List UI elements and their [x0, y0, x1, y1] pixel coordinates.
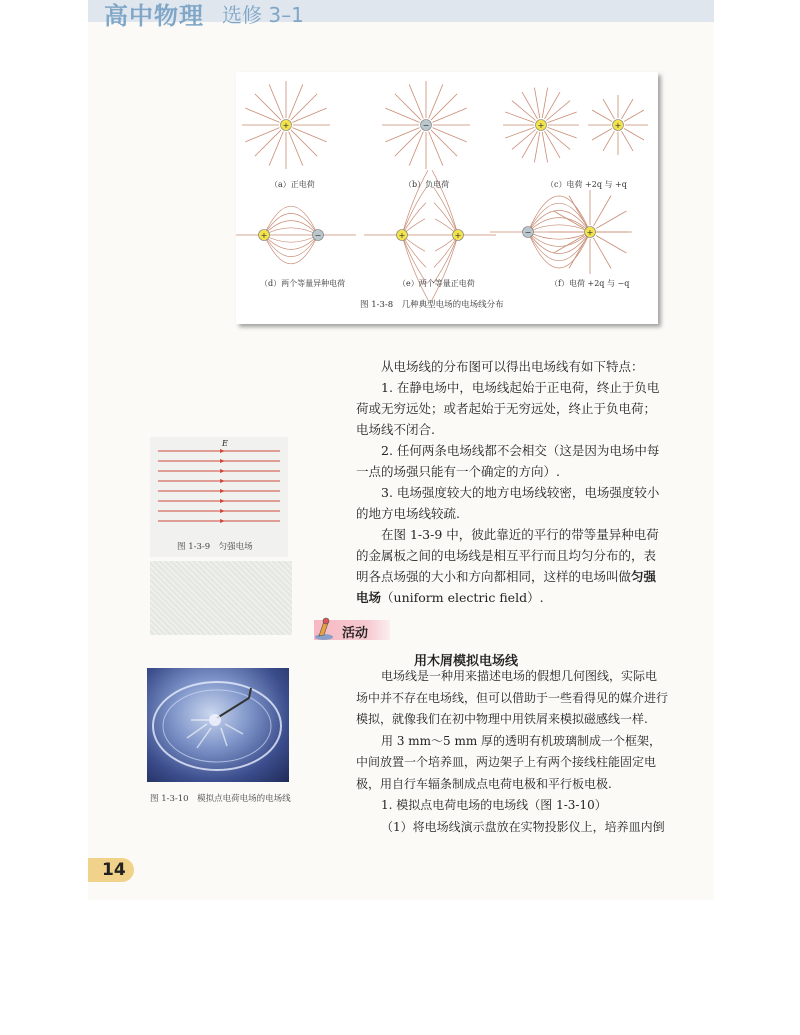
diagram-c1-line	[534, 132, 539, 163]
caption-e: （e）两个等量正电荷	[398, 279, 475, 288]
property-2: 2. 任何两条电场线都不会相交（这是因为电场中每一点的场强只能有一个确定的方向）.	[356, 443, 660, 479]
diagram-a-line	[289, 131, 303, 165]
caption-c: （c）电荷 +2q 与 +q	[546, 180, 627, 189]
charge-c-2q-sign: +	[537, 121, 545, 130]
diagram-c1-line	[548, 127, 577, 138]
diagram-a-line	[292, 128, 326, 142]
diagram-d-curve	[264, 235, 318, 242]
diagram-d-curve	[264, 235, 318, 257]
arrow-right-icon	[220, 499, 225, 503]
diagram-c1-line	[505, 112, 534, 123]
activity-paragraph-3: 1. 模拟点电荷电场的电场线（图 1-3-10）	[381, 798, 607, 812]
positive-charge-f-sign: +	[586, 228, 594, 237]
book-subtitle: 选修 3–1	[222, 3, 304, 27]
activity-label: 活动	[342, 626, 369, 641]
diagram-b-line	[409, 131, 423, 165]
page-number-tab	[88, 858, 134, 882]
caption-d: （d）两个等量异种电荷	[260, 279, 346, 288]
positive-charge-e2-sign: +	[454, 231, 462, 240]
book-title: 高中物理	[104, 2, 204, 30]
diagram-a-line	[291, 94, 317, 120]
negative-charge-d-sign: −	[314, 231, 322, 240]
diagram-a-line	[269, 131, 283, 165]
property-1: 1. 在静电场中，电场线起始于正电荷，终止于负电荷或无穷远处；或者起始于无穷远处，终止于负电荷；电场线不闭合.	[356, 380, 660, 437]
diagram-d-curve	[264, 213, 318, 235]
arrow-right-icon	[220, 519, 225, 523]
charge-c-q-sign: +	[614, 121, 622, 130]
field-line-properties	[356, 356, 666, 608]
diagram-b-line	[385, 128, 419, 142]
arrow-right-icon	[220, 479, 225, 483]
arrow-right-icon	[220, 469, 225, 473]
diagram-b-line	[395, 94, 421, 120]
field-label-e: E	[222, 439, 228, 448]
diagram-d-curve	[264, 228, 318, 235]
diagram-e-curve	[433, 235, 458, 284]
diagram-e-curve	[402, 186, 427, 235]
uniform-field-english: （uniform electric field）.	[381, 590, 544, 605]
wood-chips-photo	[147, 668, 289, 782]
uniform-field-term: 匀强电场	[356, 569, 657, 605]
diagram-b-line	[432, 128, 466, 142]
photo-caption: 图 1-3-10 模拟点电荷电场的电场线	[150, 794, 291, 804]
diagram-e-curve	[433, 186, 458, 235]
property-3: 3. 电场强度较大的地方电场线较密，电场强度较小的地方电场线较疏.	[356, 485, 660, 521]
diagram-c1-line	[545, 131, 561, 158]
positive-charge-d-sign: +	[260, 231, 268, 240]
negative-charge-f-sign: −	[524, 228, 532, 237]
diagram-e-curve	[402, 235, 427, 284]
diagram-a-line	[269, 84, 283, 118]
figure-title: 图 1-3-8 几种典型电场的电场线分布	[360, 300, 504, 310]
diagram-b-line	[432, 108, 466, 122]
diagram-c1-line	[512, 101, 536, 121]
arrow-right-icon	[220, 489, 225, 493]
diagram-c1-line	[512, 129, 536, 149]
diagram-a-line	[255, 130, 281, 156]
uniform-field-diagram	[150, 437, 288, 537]
diagram-a-line	[292, 108, 326, 122]
diagram-c1-line	[546, 129, 570, 149]
diagram-c1-line	[522, 92, 538, 119]
activity-text	[356, 666, 668, 838]
diagram-c1-line	[542, 88, 547, 119]
activity-paragraph-4: （1）将电场线演示盘放在实物投影仪上，培养皿内倒	[381, 819, 665, 834]
microscope-icon	[310, 613, 340, 643]
diagram-b-line	[429, 131, 443, 165]
diagram-c2-line	[622, 131, 634, 151]
diagram-c2-line	[603, 131, 615, 151]
diagram-b-line	[429, 84, 443, 118]
diagram-c1-line	[548, 112, 577, 123]
diagram-a-line	[289, 84, 303, 118]
diagram-b-line	[431, 94, 457, 120]
diagram-c1-line	[546, 101, 570, 121]
diagram-c2-line	[603, 99, 615, 119]
activity-title: 用木屑模拟电场线	[414, 654, 519, 669]
negative-charge-b-sign: −	[422, 121, 430, 130]
arrow-right-icon	[220, 449, 225, 453]
uniform-field-text: 在图 1-3-9 中，彼此靠近的平行的带等量异种电荷的金属板之间的电场线是相互平行而且均匀分布的，表明各点场强的大小和方向都相同，这样的电场叫做	[356, 527, 659, 584]
diagram-b-line	[409, 84, 423, 118]
diagram-c2-line	[592, 110, 612, 122]
diagram-a-line	[255, 94, 281, 120]
diagram-c2-line	[592, 129, 612, 141]
arrow-right-icon	[220, 459, 225, 463]
activity-paragraph-2: 用 3 mm～5 mm 厚的透明有机玻璃制成一个框架，中间放置一个培养皿，两边架子上有两个接线柱能固定电极，用自行车辐条制成点电荷电极和平行板电极.	[356, 733, 662, 791]
caption-a: （a）正电荷	[270, 180, 315, 189]
intro-paragraph: 从电场线的分布图可以得出电场线有如下特点：	[381, 359, 644, 374]
diagram-a-line	[245, 108, 279, 122]
caption-b: （b）负电荷	[404, 180, 450, 189]
diagram-c1-line	[534, 88, 539, 119]
petri-dish-image	[147, 668, 289, 782]
diagram-c2-line	[624, 110, 644, 122]
field-lines-figure	[236, 72, 658, 324]
diagram-c1-line	[545, 92, 561, 119]
arrow-right-icon	[220, 509, 225, 513]
diagram-c1-line	[542, 132, 547, 163]
uniform-field-caption: 图 1-3-9 匀强电场	[177, 542, 253, 552]
page-number: 14	[102, 860, 126, 880]
diagram-b-line	[395, 130, 421, 156]
diagram-c2-line	[624, 129, 644, 141]
diagram-a-line	[291, 130, 317, 156]
texture-panel	[150, 561, 292, 635]
diagram-b-line	[385, 108, 419, 122]
diagram-a-line	[245, 128, 279, 142]
positive-charge-a-sign: +	[282, 121, 290, 130]
activity-paragraph-1: 电场线是一种用来描述电场的假想几何图线，实际电场中并不存在电场线，但可以借助于一些看得见的媒介进行模拟，就像我们在初中物理中用铁屑来模拟磁感线一样.	[356, 669, 669, 726]
diagram-b-line	[431, 130, 457, 156]
diagram-c1-line	[522, 131, 538, 158]
positive-charge-e1-sign: +	[398, 231, 406, 240]
diagram-f-curve	[528, 225, 590, 232]
uniform-field-figure	[150, 437, 288, 557]
diagram-c1-line	[505, 127, 534, 138]
diagram-c2-line	[622, 99, 634, 119]
uniform-field-paragraph	[356, 524, 666, 608]
caption-f: （f）电荷 +2q 与 −q	[550, 279, 630, 288]
diagram-f-curve	[528, 232, 590, 239]
